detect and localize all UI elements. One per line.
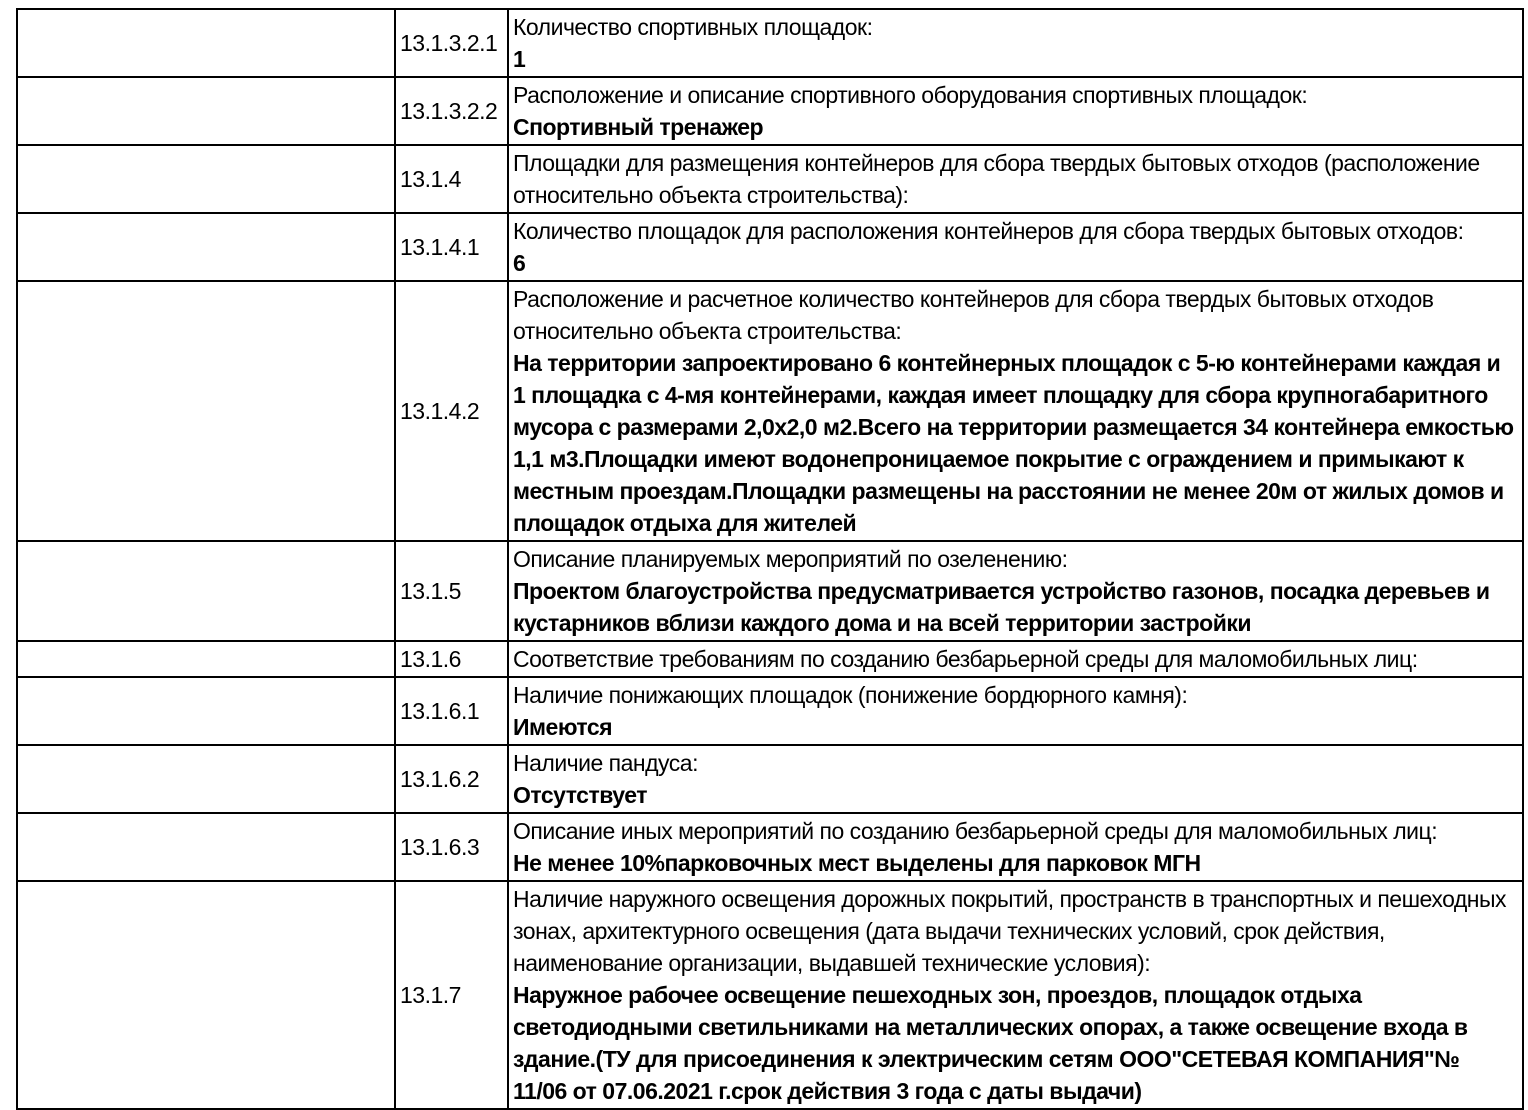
item-number: 13.1.3.2.1: [400, 30, 498, 56]
table-row: [17, 541, 1523, 641]
content-cell: [508, 9, 1523, 77]
field-value: На территории запроектировано 6 контейнерных площадок с 5-ю контейнерами каждая и 1 площадка с 4-мя контейнерами, каждая имеет площадку для сбора крупногабаритного мусора с размерами 2,0х2,0 м2.Всего на территории размещается 34 контейнера емкостью 1,1 м3.Площадки имеют водонепроницаемое покрытие с ограждением и примыкают к местным проездам.Площадки размещены на расстоянии не менее 20м от жилых домов и площадок отдыха для жителей: [513, 350, 1514, 536]
content-cell: [508, 641, 1523, 677]
empty-cell: [17, 745, 395, 813]
declaration-table-body: [17, 9, 1523, 1109]
item-number: 13.1.5: [400, 578, 461, 604]
item-number: 13.1.4: [400, 166, 461, 192]
field-label: Описание иных мероприятий по созданию безбарьерной среды для маломобильных лиц:: [513, 818, 1438, 844]
item-number: 13.1.3.2.2: [400, 98, 498, 124]
field-label: Количество спортивных площадок:: [513, 14, 873, 40]
field-label: Площадки для размещения контейнеров для сбора твердых бытовых отходов (расположение относительно объекта строительства):: [513, 150, 1480, 208]
table-row: [17, 281, 1523, 541]
field-label: Наличие наружного освещения дорожных покрытий, пространств в транспортных и пешеходных зонах, архитектурного освещения (дата выдачи технических условий, срок действия, наименование организации, выдавшей технические условия):: [513, 886, 1507, 976]
field-label: Соответствие требованиям по созданию безбарьерной среды для маломобильных лиц:: [513, 646, 1418, 672]
table-row: [17, 641, 1523, 677]
empty-cell: [17, 145, 395, 213]
item-number-cell: [395, 745, 508, 813]
field-label: Описание планируемых мероприятий по озеленению:: [513, 546, 1068, 572]
item-number-cell: [395, 813, 508, 881]
item-number-cell: [395, 9, 508, 77]
field-value: Спортивный тренажер: [513, 114, 764, 140]
content-cell: [508, 677, 1523, 745]
field-value: 1: [513, 46, 526, 72]
item-number: 13.1.4.1: [400, 234, 480, 260]
field-value: Проектом благоустройства предусматривается устройство газонов, посадка деревьев и кустарников вблизи каждого дома и на всей территории застройки: [513, 578, 1490, 636]
item-number: 13.1.6: [400, 646, 461, 672]
content-cell: [508, 77, 1523, 145]
empty-cell: [17, 677, 395, 745]
empty-cell: [17, 881, 395, 1109]
item-number-cell: [395, 145, 508, 213]
field-label: Наличие пандуса:: [513, 750, 698, 776]
item-number: 13.1.6.1: [400, 698, 480, 724]
item-number-cell: [395, 881, 508, 1109]
table-row: [17, 813, 1523, 881]
table-row: [17, 745, 1523, 813]
table-row: [17, 213, 1523, 281]
content-cell: [508, 881, 1523, 1109]
field-value: Отсутствует: [513, 782, 648, 808]
item-number: 13.1.6.2: [400, 766, 480, 792]
item-number: 13.1.7: [400, 982, 461, 1008]
field-label: Количество площадок для расположения контейнеров для сбора твердых бытовых отходов:: [513, 218, 1464, 244]
declaration-table: [16, 8, 1524, 1110]
item-number-cell: [395, 77, 508, 145]
item-number-cell: [395, 641, 508, 677]
content-cell: [508, 745, 1523, 813]
field-value: Наружное рабочее освещение пешеходных зон, проездов, площадок отдыха светодиодными светильниками на металлических опорах, а также освещение входа в здание.(ТУ для присоединения к электрическим сетям ООО"СЕТЕВАЯ КОМПАНИЯ"№ 11/06 от 07.06.2021 г.срок действия 3 года с даты выдачи): [513, 982, 1468, 1104]
item-number-cell: [395, 281, 508, 541]
field-label: Расположение и описание спортивного оборудования спортивных площадок:: [513, 82, 1308, 108]
content-cell: [508, 213, 1523, 281]
content-cell: [508, 541, 1523, 641]
content-cell: [508, 813, 1523, 881]
item-number-cell: [395, 677, 508, 745]
empty-cell: [17, 541, 395, 641]
field-value: 6: [513, 250, 526, 276]
empty-cell: [17, 9, 395, 77]
content-cell: [508, 145, 1523, 213]
field-value: Не менее 10%парковочных мест выделены для парковок МГН: [513, 850, 1201, 876]
content-cell: [508, 281, 1523, 541]
table-row: [17, 9, 1523, 77]
table-row: [17, 145, 1523, 213]
item-number: 13.1.4.2: [400, 398, 480, 424]
empty-cell: [17, 813, 395, 881]
field-label: Расположение и расчетное количество контейнеров для сбора твердых бытовых отходов относительно объекта строительства:: [513, 286, 1434, 344]
item-number-cell: [395, 541, 508, 641]
empty-cell: [17, 281, 395, 541]
empty-cell: [17, 213, 395, 281]
field-label: Наличие понижающих площадок (понижение бордюрного камня):: [513, 682, 1188, 708]
empty-cell: [17, 77, 395, 145]
table-row: [17, 881, 1523, 1109]
table-row: [17, 677, 1523, 745]
item-number-cell: [395, 213, 508, 281]
item-number: 13.1.6.3: [400, 834, 480, 860]
empty-cell: [17, 641, 395, 677]
table-row: [17, 77, 1523, 145]
field-value: Имеются: [513, 714, 613, 740]
